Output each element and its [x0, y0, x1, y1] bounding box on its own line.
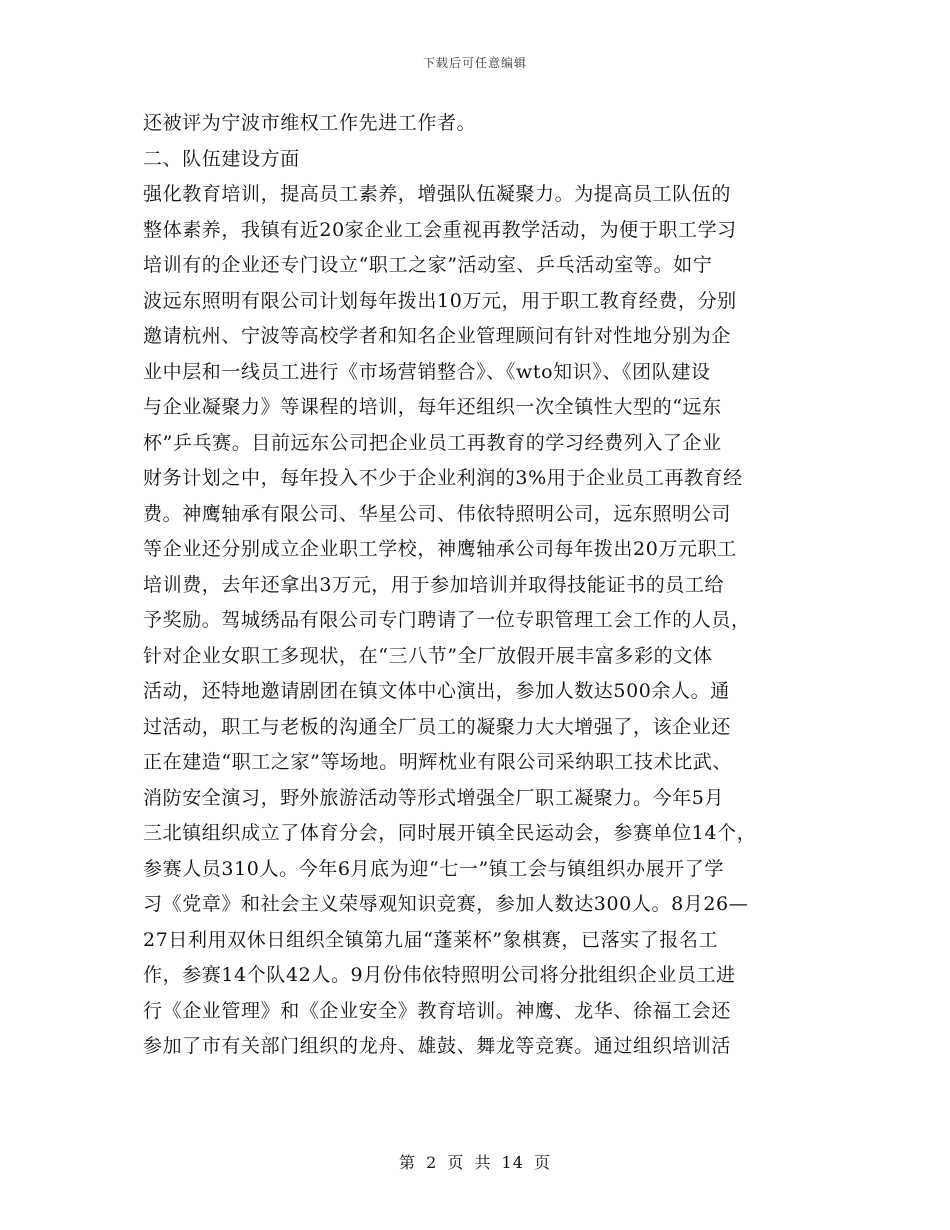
- text-line: 参加了市有关部门组织的龙舟、雄鼓、舞龙等竞赛。通过组织培训活: [143, 1035, 732, 1057]
- text-line: 整体素养，我镇有近20家企业工会重视再教学活动，为便于职工学习: [143, 218, 737, 241]
- text-line: 27日利用双休日组织全镇第九届“蓬莱杯”象棋赛，已落实了报名工: [143, 928, 719, 951]
- text-line: 等企业还分别成立企业职工学校，神鹰轴承公司每年拨出20万元职工: [143, 538, 737, 560]
- document-body: [143, 106, 823, 1065]
- page-number: 第 2 页 共 14 页: [399, 1153, 551, 1172]
- text-line: 邀请杭州、宁波等高校学者和知名企业管理顾问有针对性地分别为企: [143, 325, 732, 347]
- text-line: 参赛人员310人。今年6月底为迎“七一”镇工会与镇组织办展开了学: [143, 857, 724, 880]
- text-line: 与企业凝聚力》等课程的培训，每年还组织一次全镇性大型的“远东: [143, 396, 722, 418]
- text-line: 活动，还特地邀请剧团在镇文体中心演出，参加人数达500余人。通: [143, 680, 730, 702]
- text-line: 费。神鹰轴承有限公司、华星公司、伟依特照明公司，远东照明公司: [143, 502, 732, 525]
- text-line: 波远东照明有限公司计划每年拨出10万元，用于职工教育经费，分别: [143, 289, 737, 312]
- text-line: 予奖励。驾城绣品有限公司专门聘请了一位专职管理工会工作的人员，: [143, 609, 751, 631]
- text-line: 习《党章》和社会主义荣辱观知识竞赛，参加人数达300人。8月26—: [143, 893, 749, 915]
- text-line: 行《企业管理》和《企业安全》教育培训。神鹰、龙华、徐福工会还: [143, 999, 732, 1022]
- text-line: 消防安全演习，野外旅游活动等形式增强全厂职工凝聚力。今年5月: [143, 786, 725, 809]
- text-line: 还被评为宁波市维权工作先进工作者。: [143, 112, 477, 134]
- section-heading: 二、队伍建设方面: [143, 147, 300, 170]
- text-line: 正在建造“职工之家”等场地。明辉枕业有限公司采纳职工技术比武、: [143, 751, 733, 773]
- page-header: 下载后可任意编辑: [422, 56, 527, 70]
- text-line: 财务计划之中，每年投入不少于企业利润的3%用于企业员工再教育经: [143, 467, 743, 489]
- text-line: 作，参赛14个队42人。9月份伟依特照明公司将分批组织企业员工进: [143, 964, 736, 986]
- text-line: 业中层和一线员工进行《市场营销整合》、《wto知识》、《团队建设: [143, 360, 711, 383]
- text-line: 针对企业女职工多现状，在“三八节”全厂放假开展丰富多彩的文体: [143, 644, 713, 667]
- text-line: 杯”乒乓赛。目前远东公司把企业员工再教育的学习经费列入了企业: [143, 431, 722, 454]
- text-line: 培训有的企业还专门设立“职工之家”活动室、乒乓活动室等。如宁: [143, 254, 713, 276]
- text-line: 过活动，职工与老板的沟通全厂员工的凝聚力大大增强了，该企业还: [143, 715, 732, 738]
- text-line: 强化教育培训，提高员工素养，增强队伍凝聚力。为提高员工队伍的: [143, 183, 732, 205]
- text-line: 培训费，去年还拿出3万元，用于参加培训并取得技能证书的员工给: [143, 573, 725, 596]
- text-line: 三北镇组织成立了体育分会，同时展开镇全民运动会，参赛单位14个，: [143, 822, 757, 844]
